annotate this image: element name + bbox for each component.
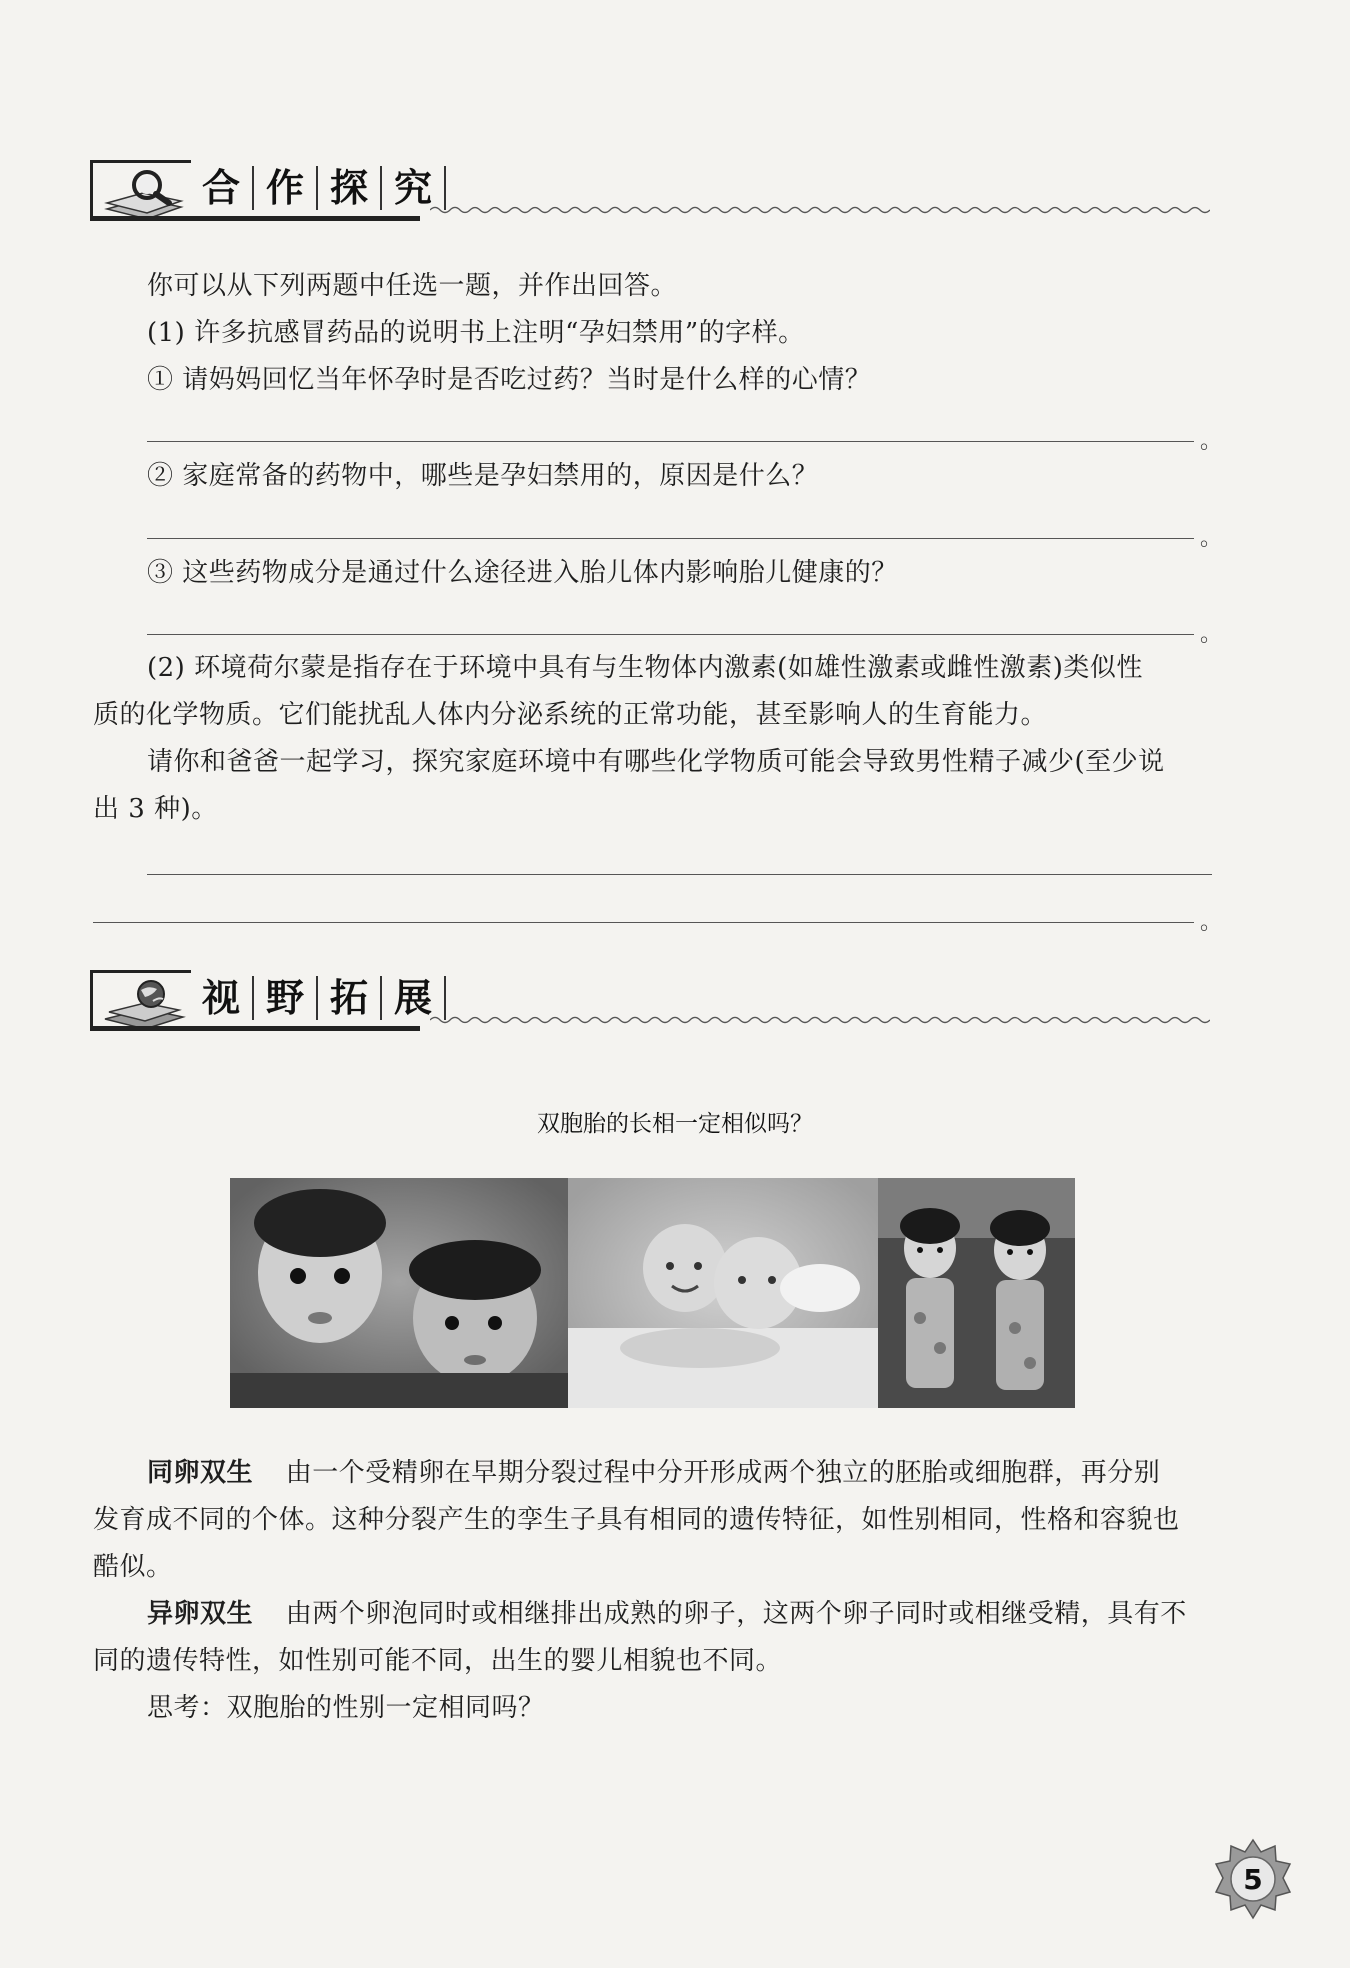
question-2-line: 质的化学物质。它们能扰乱人体内分泌系统的正常功能，甚至影响人的生育能力。	[93, 700, 1048, 730]
fraternal-twins-para	[147, 1596, 1187, 1632]
section-icon-frame	[90, 970, 191, 1031]
think-question: 思考：双胞胎的性别一定相同吗？	[147, 1693, 545, 1723]
answer-line[interactable]	[93, 922, 1194, 923]
section-title-char: 合	[202, 166, 254, 210]
answer-line[interactable]	[147, 441, 1194, 442]
identical-twins-line: 酷似。	[93, 1552, 173, 1582]
answer-line[interactable]	[147, 538, 1194, 539]
answer-line[interactable]	[147, 634, 1194, 635]
photo-toddler-twins	[230, 1178, 568, 1408]
section-title	[202, 974, 446, 1022]
question-1-2: ② 家庭常备的药物中，哪些是孕妇禁用的，原因是什么？	[147, 461, 819, 491]
section-underbar	[90, 216, 420, 221]
line-period: 。	[1200, 429, 1223, 454]
fraternal-twins-term: 异卵双生	[147, 1599, 254, 1629]
line-period: 。	[1200, 622, 1223, 647]
page-number-badge	[1212, 1838, 1294, 1920]
section-underbar	[90, 1026, 420, 1031]
section-title-char: 拓	[318, 976, 382, 1020]
answer-line[interactable]	[147, 874, 1212, 875]
intro-text: 你可以从下列两题中任选一题，并作出回答。	[147, 271, 678, 301]
question-1: (1) 许多抗感冒药品的说明书上注明“孕妇禁用”的字样。	[147, 318, 805, 348]
section-title-char: 野	[254, 976, 318, 1020]
fraternal-twins-text: 由两个卵泡同时或相继排出成熟的卵子，这两个卵子同时或相继受精，具有不	[285, 1599, 1187, 1629]
wavy-divider	[430, 204, 1210, 216]
question-2-line: (2) 环境荷尔蒙是指存在于环境中具有与生物体内激素(如雄性激素或雌性激素)类似性	[147, 653, 1143, 683]
question-2-line: 请你和爸爸一起学习，探究家庭环境中有哪些化学物质可能会导致男性精子减少(至少说	[147, 747, 1165, 777]
question-1-1: ① 请妈妈回忆当年怀孕时是否吃过药？当时是什么样的心情？	[147, 365, 872, 395]
section-header-broaden-horizons	[90, 960, 1210, 1040]
question-2-line: 出 3 种)。	[93, 794, 218, 824]
article-title: 双胞胎的长相一定相似吗？	[537, 1111, 813, 1137]
section-title-char: 作	[254, 166, 318, 210]
photo-girl-twins	[878, 1178, 1075, 1408]
photo-baby-twins	[568, 1178, 878, 1408]
twins-photo-strip	[230, 1178, 1075, 1408]
section-title-char: 展	[382, 976, 446, 1020]
section-title-char: 究	[382, 166, 446, 210]
page-number: 5	[1243, 1862, 1263, 1896]
identical-twins-text: 由一个受精卵在早期分裂过程中分开形成两个独立的胚胎或细胞群，再分别	[285, 1458, 1161, 1488]
line-period: 。	[1200, 526, 1223, 551]
section-title	[202, 164, 446, 212]
section-title-char: 视	[202, 976, 254, 1020]
identical-twins-para	[147, 1455, 1160, 1491]
section-icon-frame	[90, 160, 191, 221]
line-period: 。	[1200, 910, 1223, 935]
globe-books-icon	[103, 979, 189, 1031]
section-header-cooperative-inquiry	[90, 150, 1210, 230]
fraternal-twins-line: 同的遗传特性，如性别可能不同，出生的婴儿相貌也不同。	[93, 1646, 783, 1676]
wavy-divider	[430, 1014, 1210, 1026]
magnifier-book-icon	[103, 169, 189, 221]
identical-twins-term: 同卵双生	[147, 1458, 254, 1488]
question-1-3: ③ 这些药物成分是通过什么途径进入胎儿体内影响胎儿健康的？	[147, 558, 898, 588]
identical-twins-line: 发育成不同的个体。这种分裂产生的孪生子具有相同的遗传特征，如性别相同，性格和容貌也	[93, 1505, 1180, 1535]
section-title-char: 探	[318, 166, 382, 210]
